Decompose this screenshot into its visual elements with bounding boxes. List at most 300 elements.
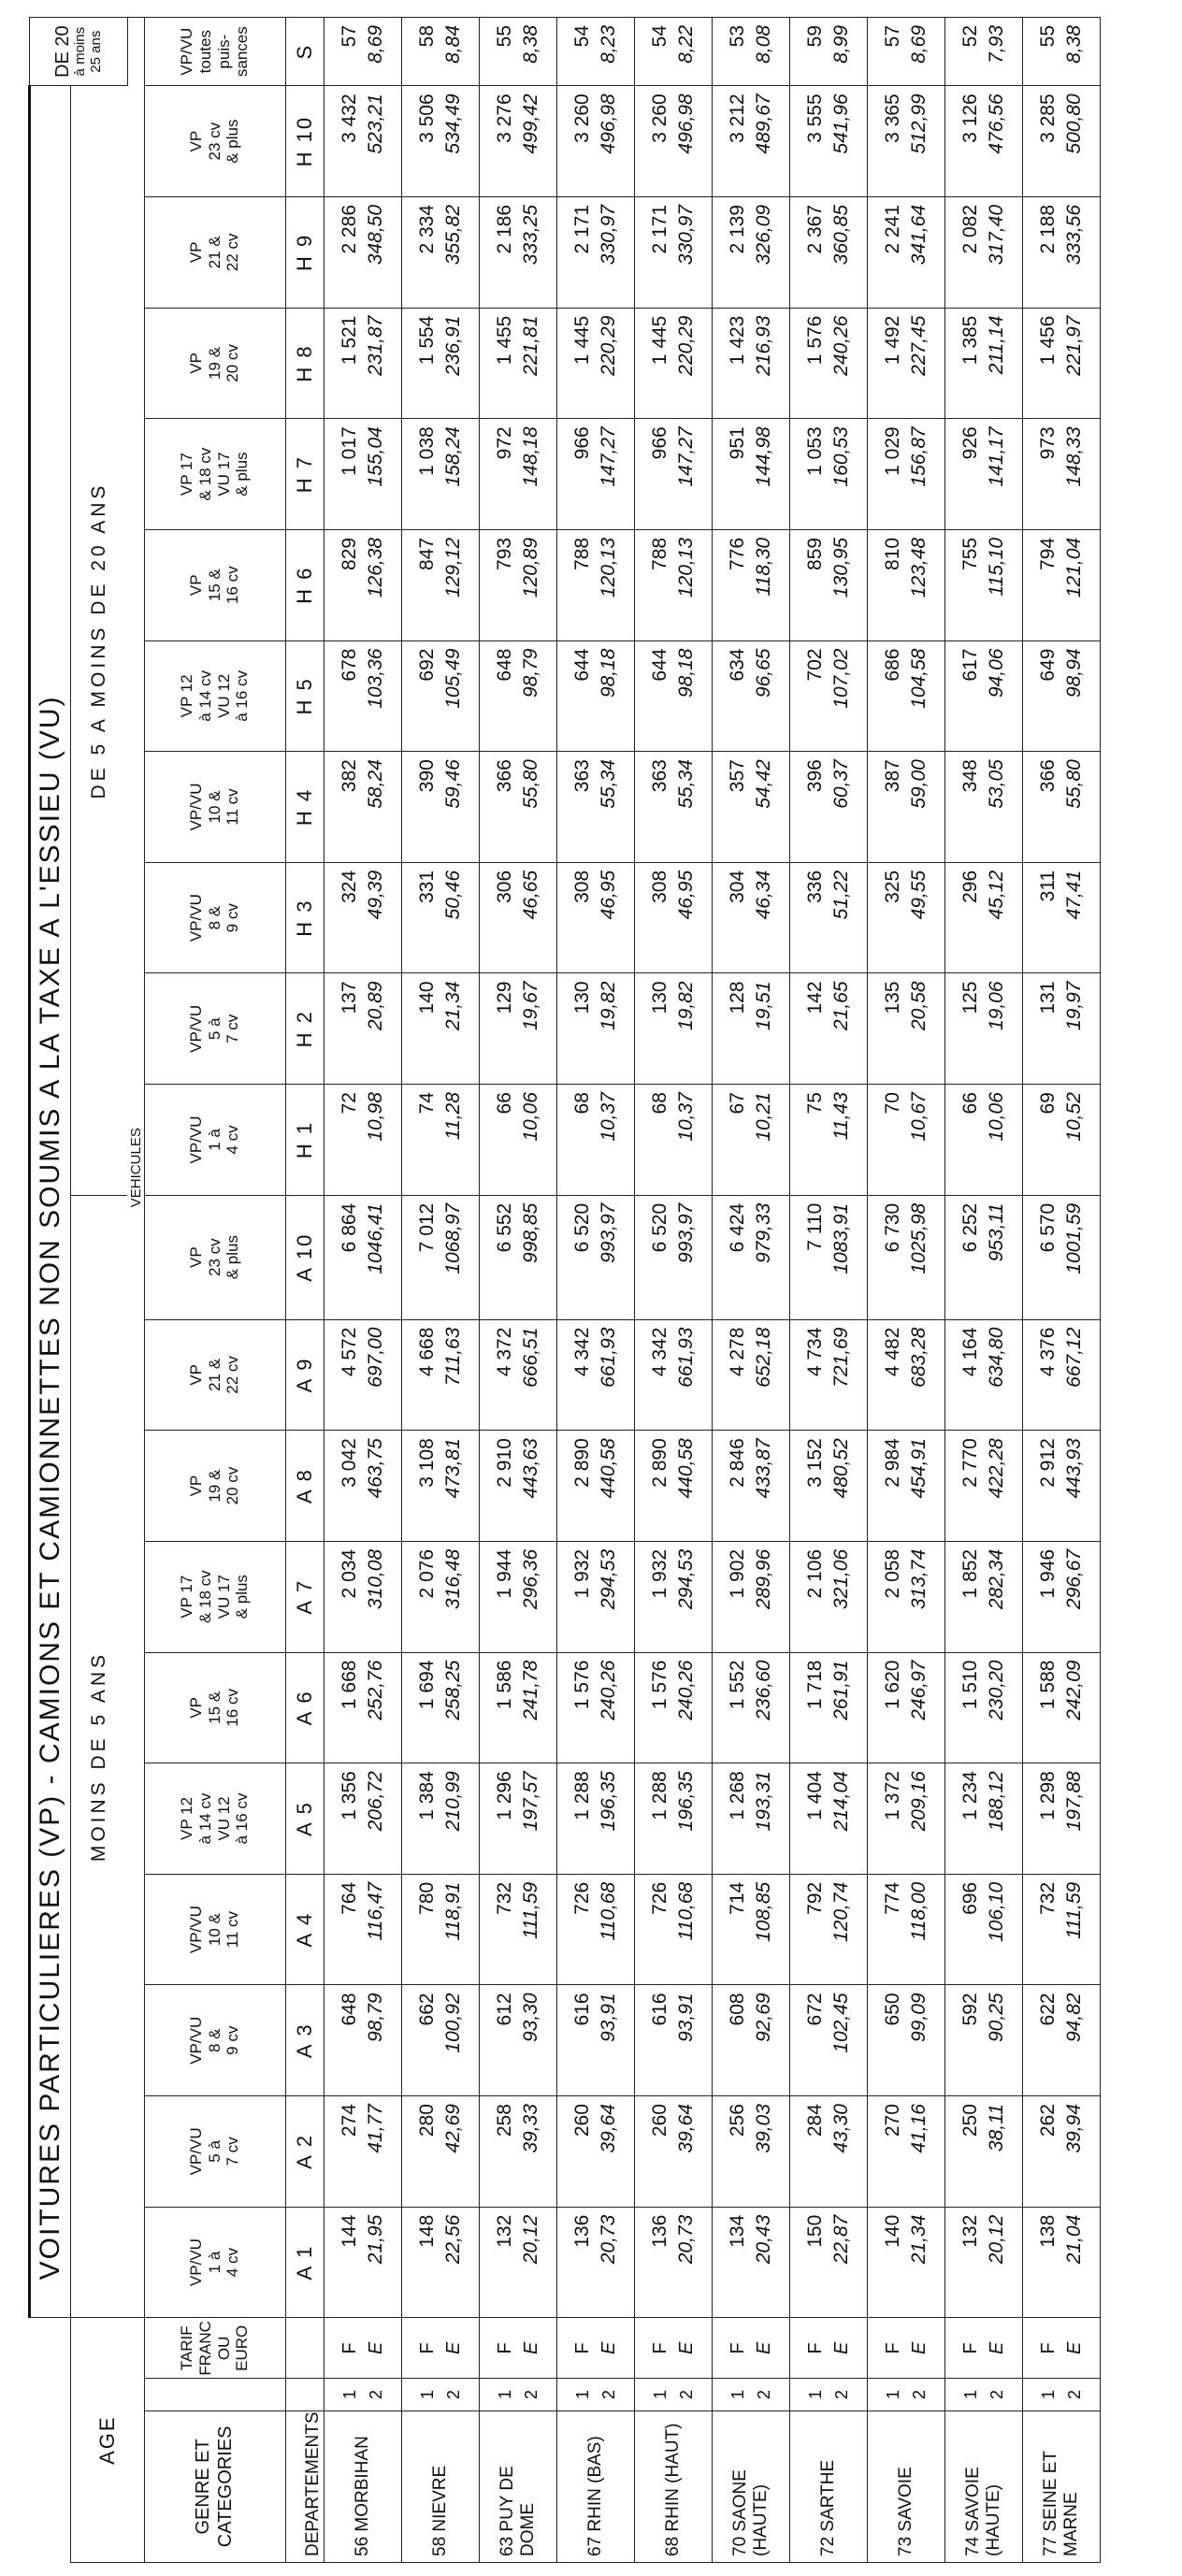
- value-franc: 2 171: [648, 204, 670, 254]
- value-euro: 121,04: [1062, 537, 1085, 598]
- tax-cell: [324, 640, 401, 752]
- category-label-line: 9 cv: [223, 903, 242, 933]
- section-from-20-line: 25 ans: [87, 30, 104, 73]
- value-euro: 118,91: [441, 1881, 464, 1941]
- value-euro: 20,43: [752, 2214, 774, 2265]
- value-euro: 333,56: [1062, 204, 1085, 266]
- value-franc: 129: [493, 981, 515, 1015]
- value-franc: 650: [881, 1993, 903, 2026]
- value-euro: 93,91: [674, 1993, 697, 2042]
- value-euro: 41,77: [364, 2104, 386, 2153]
- value-franc: 1 552: [726, 1660, 748, 1710]
- tax-cell: [789, 1985, 867, 2096]
- value-euro: 10,37: [597, 1092, 619, 1142]
- tax-cell: [867, 18, 944, 86]
- value-euro: 8,23: [597, 25, 619, 64]
- value-euro: 499,42: [519, 94, 541, 154]
- value-euro: 8,38: [519, 25, 541, 64]
- value-franc: 4 482: [881, 1327, 903, 1377]
- category-label-line: VP/VU: [187, 1115, 206, 1164]
- value-franc: 2 058: [881, 1548, 903, 1599]
- tax-cell: [1022, 973, 1100, 1085]
- tax-cell: [1022, 1195, 1100, 1319]
- tax-cell: [479, 419, 556, 530]
- category-label-line: 1 à: [205, 1129, 223, 1151]
- tarif-type-f: F: [416, 2342, 438, 2354]
- value-franc: 1 510: [959, 1660, 981, 1710]
- section-from-20-line: à moins: [72, 26, 89, 77]
- value-franc: 54: [648, 25, 670, 48]
- value-franc: 774: [881, 1881, 903, 1915]
- tarif-label-line: OU: [214, 2336, 233, 2361]
- value-franc: 6 424: [726, 1202, 748, 1253]
- category-label-line: puis-: [214, 34, 233, 69]
- value-franc: 1 298: [1036, 1771, 1059, 1820]
- value-euro: 55,34: [674, 759, 697, 809]
- value-franc: 58: [415, 25, 438, 48]
- num-spacer: [285, 2379, 324, 2411]
- tax-cell: [556, 529, 634, 640]
- category-label: [144, 1652, 285, 1763]
- value-franc: 3 506: [415, 94, 438, 143]
- tax-cell: [789, 1431, 867, 1542]
- tax-cell: [634, 752, 712, 863]
- value-franc: 2 890: [570, 1438, 593, 1488]
- category-label-line: VP: [187, 1697, 206, 1719]
- category-label-line: 8 &: [205, 905, 223, 930]
- tax-cell: [401, 1319, 479, 1431]
- value-euro: 512,99: [907, 94, 930, 154]
- value-euro: 211,14: [985, 315, 1007, 375]
- tarif-type-f: F: [727, 2342, 748, 2354]
- value-franc: 270: [881, 2104, 903, 2137]
- value-franc: 3 042: [338, 1438, 360, 1488]
- value-euro: 634,80: [985, 1327, 1007, 1388]
- value-franc: 966: [570, 426, 593, 460]
- category-label-line: à 14 cv: [195, 1792, 214, 1845]
- value-euro: 21,04: [1062, 2214, 1085, 2265]
- value-franc: 3 555: [803, 94, 826, 143]
- tax-cell: [789, 308, 867, 419]
- row-number: 2: [987, 2390, 1006, 2400]
- value-euro: 8,84: [441, 25, 464, 64]
- value-franc: 702: [803, 648, 826, 682]
- tax-cell: [867, 752, 944, 863]
- value-euro: 496,98: [597, 94, 619, 154]
- category-label-line: 4 cv: [223, 2247, 242, 2278]
- value-euro: 20,89: [364, 981, 386, 1031]
- category-label-line: 23 cv: [205, 1238, 223, 1276]
- value-euro: 1001,59: [1062, 1202, 1085, 1274]
- category-label: [144, 86, 285, 197]
- value-euro: 321,06: [829, 1548, 852, 1610]
- value-franc: 70: [881, 1092, 903, 1115]
- value-franc: 2 910: [493, 1438, 515, 1488]
- tax-cell: [867, 1195, 944, 1319]
- value-franc: 2 241: [881, 204, 903, 254]
- table-row: [1022, 18, 1100, 2563]
- tax-cell: [401, 1985, 479, 2096]
- tax-cell: [634, 640, 712, 752]
- value-euro: 55,34: [597, 759, 619, 809]
- tax-cell: [479, 2096, 556, 2208]
- tax-cell: [712, 752, 789, 863]
- value-franc: 262: [1036, 2104, 1059, 2137]
- value-euro: 422,28: [985, 1438, 1007, 1499]
- tax-cell: [1022, 862, 1100, 973]
- tax-cell: [401, 2096, 479, 2208]
- value-euro: 19,82: [597, 981, 619, 1031]
- value-euro: 188,12: [985, 1771, 1007, 1832]
- category-label-line: 4 cv: [223, 1125, 242, 1155]
- tax-cell: [867, 196, 944, 308]
- tax-cell: [556, 1195, 634, 1319]
- value-franc: 3 285: [1036, 94, 1059, 143]
- category-label-line: VP/VU: [187, 2238, 206, 2287]
- value-euro: 38,11: [985, 2104, 1007, 2152]
- tax-cell: [1022, 419, 1100, 530]
- category-label-line: à 16 cv: [233, 669, 252, 722]
- tax-cell: [324, 1541, 401, 1652]
- tarif-type-f: F: [882, 2342, 903, 2354]
- value-euro: 10,21: [752, 1092, 774, 1142]
- category-code: A 8: [285, 1431, 324, 1542]
- tax-cell: [401, 1431, 479, 1542]
- value-euro: 118,30: [752, 537, 774, 597]
- category-label-line: 9 cv: [223, 2025, 242, 2055]
- value-euro: 21,34: [907, 2214, 930, 2265]
- tax-cell: [634, 1195, 712, 1319]
- value-euro: 94,82: [1062, 1993, 1085, 2042]
- tax-cell: [556, 86, 634, 197]
- category-label-line: 5 à: [205, 1017, 223, 1041]
- category-label-line: 22 cv: [223, 233, 242, 272]
- tax-cell: [944, 1985, 1022, 2096]
- value-euro: 440,58: [597, 1438, 619, 1499]
- value-euro: 39,64: [674, 2104, 697, 2153]
- row-number: 2: [521, 2390, 541, 2400]
- value-franc: 1 668: [338, 1660, 360, 1710]
- value-franc: 1 234: [959, 1771, 981, 1820]
- row-number: 2: [909, 2390, 929, 2400]
- value-euro: 236,91: [441, 315, 464, 376]
- category-label-line: 16 cv: [223, 566, 242, 605]
- value-franc: 764: [338, 1881, 360, 1915]
- value-euro: 21,65: [829, 981, 852, 1031]
- value-euro: 11,43: [829, 1092, 852, 1141]
- value-franc: 138: [1036, 2214, 1059, 2248]
- value-euro: 108,85: [752, 1881, 774, 1943]
- value-franc: 366: [1036, 759, 1059, 793]
- tarif-type-f: F: [339, 2342, 360, 2354]
- value-franc: 306: [493, 870, 515, 903]
- value-euro: 120,13: [597, 537, 619, 598]
- department-name: 67 RHIN (BAS): [556, 2411, 634, 2562]
- category-label-line: VP/VU: [187, 2016, 206, 2065]
- value-euro: 55,80: [519, 759, 541, 809]
- table-row: [401, 18, 479, 2563]
- value-euro: 144,98: [752, 426, 774, 487]
- category-label-line: VP/VU: [187, 1906, 206, 1954]
- table-row: [944, 18, 1022, 2563]
- category-label-line: & plus: [233, 452, 252, 496]
- value-euro: 1025,98: [907, 1202, 930, 1274]
- value-euro: 333,25: [519, 204, 541, 266]
- value-euro: 21,34: [441, 981, 464, 1031]
- value-euro: 8,22: [674, 25, 697, 64]
- value-franc: 788: [570, 537, 593, 570]
- value-euro: 1068,97: [441, 1202, 464, 1274]
- value-franc: 2 188: [1036, 204, 1059, 254]
- category-label: [144, 1541, 285, 1652]
- value-franc: 2 186: [493, 204, 515, 254]
- value-franc: 926: [959, 426, 981, 460]
- genre-label-line: GENRE ET: [192, 2439, 213, 2535]
- tax-cell: [867, 2096, 944, 2208]
- category-code: A 3: [285, 1985, 324, 2096]
- tax-cell: [401, 419, 479, 530]
- value-euro: 240,26: [597, 1660, 619, 1720]
- value-franc: 776: [726, 537, 748, 570]
- tarif-type-e: E: [675, 2341, 697, 2354]
- value-euro: 147,27: [674, 426, 697, 487]
- category-label-line: 21 &: [205, 236, 223, 269]
- value-franc: 973: [1036, 426, 1059, 460]
- row-number: 2: [1064, 2390, 1084, 2400]
- tax-cell: [634, 2096, 712, 2208]
- value-franc: 732: [493, 1881, 515, 1915]
- value-franc: 648: [493, 648, 515, 682]
- value-euro: 10,98: [364, 1092, 386, 1142]
- tax-cell: [1022, 1652, 1100, 1763]
- tax-cell: [634, 973, 712, 1085]
- value-franc: 1 445: [648, 315, 670, 366]
- tax-cell: [712, 1652, 789, 1763]
- category-label-line: à 14 cv: [195, 669, 214, 722]
- row-number: 1: [572, 2390, 592, 2400]
- value-euro: 49,55: [907, 870, 930, 920]
- value-franc: 296: [959, 870, 981, 903]
- value-franc: 3 260: [570, 94, 593, 143]
- category-label: [144, 419, 285, 530]
- tax-cell: [556, 862, 634, 973]
- value-euro: 348,50: [364, 204, 386, 266]
- value-euro: 103,36: [364, 648, 386, 709]
- tax-cell: [324, 1195, 401, 1319]
- tax-cell: [789, 640, 867, 752]
- tax-cell: [789, 1763, 867, 1875]
- value-euro: 953,11: [985, 1202, 1007, 1262]
- tax-cell: [556, 1319, 634, 1431]
- tax-cell: [324, 752, 401, 863]
- value-euro: 20,58: [907, 981, 930, 1031]
- row-numbers: [789, 2379, 867, 2411]
- tax-cell: [556, 2096, 634, 2208]
- tarif-type: [401, 2318, 479, 2379]
- value-euro: 317,40: [985, 204, 1007, 266]
- tax-cell: [401, 529, 479, 640]
- value-euro: 294,53: [597, 1548, 619, 1610]
- category-code: A 1: [285, 2207, 324, 2318]
- category-label-line: 11 cv: [223, 788, 242, 826]
- value-franc: 150: [803, 2214, 826, 2248]
- tax-cell: [712, 2096, 789, 2208]
- value-euro: 51,22: [829, 870, 852, 920]
- category-label-line: à 16 cv: [233, 1792, 252, 1845]
- value-euro: 666,51: [519, 1327, 541, 1388]
- tarif-type-e: E: [520, 2341, 541, 2354]
- category-label: [144, 862, 285, 973]
- value-euro: 193,31: [752, 1771, 774, 1832]
- tarif-type-e: E: [442, 2341, 464, 2354]
- value-euro: 10,52: [1062, 1092, 1085, 1142]
- tax-cell: [944, 1763, 1022, 1875]
- tax-cell: [867, 529, 944, 640]
- tax-cell: [944, 752, 1022, 863]
- value-euro: 102,45: [829, 1993, 852, 2053]
- value-franc: 794: [1036, 537, 1059, 570]
- value-franc: 1 268: [726, 1771, 748, 1820]
- tax-cell: [1022, 640, 1100, 752]
- tax-cell: [401, 1652, 479, 1763]
- tax-cell: [479, 529, 556, 640]
- value-euro: 120,13: [674, 537, 697, 598]
- value-euro: 661,93: [597, 1327, 619, 1388]
- value-franc: 1 356: [338, 1771, 360, 1820]
- value-euro: 111,59: [519, 1881, 541, 1939]
- value-franc: 755: [959, 537, 981, 570]
- category-label-line: VP 17: [178, 1575, 196, 1619]
- value-euro: 98,94: [1062, 648, 1085, 698]
- value-euro: 46,95: [597, 870, 619, 920]
- value-franc: 1 620: [881, 1660, 903, 1710]
- row-number: 1: [805, 2390, 825, 2400]
- row-number: 1: [728, 2390, 747, 2400]
- category-label: [144, 2207, 285, 2318]
- value-franc: 3 276: [493, 94, 515, 143]
- category-code: H 10: [285, 86, 324, 197]
- value-franc: 4 164: [959, 1327, 981, 1377]
- value-franc: 6 730: [881, 1202, 903, 1253]
- value-franc: 686: [881, 648, 903, 682]
- value-franc: 357: [726, 759, 748, 793]
- row-number: 1: [339, 2390, 359, 2400]
- value-franc: 1 296: [493, 1771, 515, 1820]
- value-franc: 634: [726, 648, 748, 682]
- tax-cell: [712, 308, 789, 419]
- tarif-type-e: E: [830, 2341, 852, 2354]
- category-code: H 1: [285, 1085, 324, 1196]
- value-euro: 39,64: [597, 2104, 619, 2153]
- tax-cell: [789, 1195, 867, 1319]
- value-franc: 3 432: [338, 94, 360, 143]
- value-euro: 10,67: [907, 1092, 930, 1142]
- tax-cell: [634, 529, 712, 640]
- tarif-type-f: F: [1037, 2342, 1059, 2354]
- section-from-20: [30, 18, 128, 86]
- tax-cell: [324, 1763, 401, 1875]
- value-franc: 3 260: [648, 94, 670, 143]
- value-franc: 793: [493, 537, 515, 570]
- category-label-line: 15 &: [205, 568, 223, 602]
- tax-cell: [479, 1763, 556, 1875]
- value-euro: 59,46: [441, 759, 464, 809]
- category-label-line: VP: [187, 1475, 206, 1497]
- tax-cell: [479, 1319, 556, 1431]
- value-franc: 1 576: [570, 1660, 593, 1710]
- table-row: [712, 18, 789, 2563]
- tax-cell: [1022, 1319, 1100, 1431]
- value-euro: 98,18: [674, 648, 697, 698]
- value-euro: 683,28: [907, 1327, 930, 1388]
- value-franc: 6 520: [648, 1202, 670, 1253]
- value-franc: 6 552: [493, 1202, 515, 1253]
- value-euro: 8,99: [829, 25, 852, 64]
- category-label-line: 7 cv: [223, 2137, 242, 2166]
- category-label-line: VU 12: [214, 1796, 233, 1841]
- value-euro: 7,93: [985, 25, 1007, 64]
- value-euro: 41,16: [907, 2104, 930, 2153]
- value-franc: 1 038: [415, 426, 438, 476]
- tax-cell: [401, 308, 479, 419]
- tax-cell: [324, 18, 401, 86]
- value-franc: 2 034: [338, 1548, 360, 1599]
- category-code: H 9: [285, 196, 324, 308]
- category-label-line: 22 cv: [223, 1356, 242, 1394]
- tax-cell: [867, 973, 944, 1085]
- tarif-type-f: F: [571, 2342, 593, 2354]
- department-name: 58 NIEVRE: [401, 2411, 479, 2562]
- category-label-line: VP: [187, 353, 206, 374]
- tax-cell: [324, 2096, 401, 2208]
- value-euro: 523,21: [364, 94, 386, 154]
- value-franc: 1 932: [570, 1548, 593, 1599]
- category-label-line: 19 &: [205, 346, 223, 380]
- tax-cell: [712, 640, 789, 752]
- tax-cell: [867, 1763, 944, 1875]
- tax-cell: [401, 196, 479, 308]
- tax-cell: [944, 1431, 1022, 1542]
- value-franc: 67: [726, 1092, 748, 1115]
- value-franc: 125: [959, 981, 981, 1015]
- value-franc: 66: [493, 1092, 515, 1115]
- value-franc: 692: [415, 648, 438, 682]
- value-euro: 220,29: [674, 315, 697, 376]
- value-franc: 68: [648, 1092, 670, 1115]
- category-code: H 2: [285, 973, 324, 1085]
- value-euro: 118,00: [907, 1881, 930, 1941]
- category-label-line: 10 &: [205, 790, 223, 824]
- value-franc: 617: [959, 648, 981, 682]
- table-row: [867, 18, 944, 2563]
- value-franc: 649: [1036, 648, 1059, 682]
- category-label-line: VP/VU: [178, 27, 196, 76]
- department-name: 68 RHIN (HAUT): [634, 2411, 712, 2562]
- category-label-line: VP: [187, 574, 206, 597]
- category-code: A 6: [285, 1652, 324, 1763]
- value-euro: 20,12: [985, 2214, 1007, 2265]
- value-euro: 98,79: [364, 1993, 386, 2042]
- value-franc: 951: [726, 426, 748, 460]
- category-label-line: VP/VU: [187, 783, 206, 831]
- value-franc: 4 572: [338, 1327, 360, 1377]
- table-title: VOITURES PARTICULIERES (VP) - CAMIONS ET CAMIONNETTES NON SOUMIS A LA TAXE A L'ESSIEU (VU): [30, 86, 71, 2318]
- tax-cell: [789, 18, 867, 86]
- value-euro: 210,99: [441, 1771, 464, 1832]
- tax-cell: [712, 18, 789, 86]
- department-name: 63 PUY DE DOME: [479, 2411, 556, 2562]
- value-franc: 2 367: [803, 204, 826, 254]
